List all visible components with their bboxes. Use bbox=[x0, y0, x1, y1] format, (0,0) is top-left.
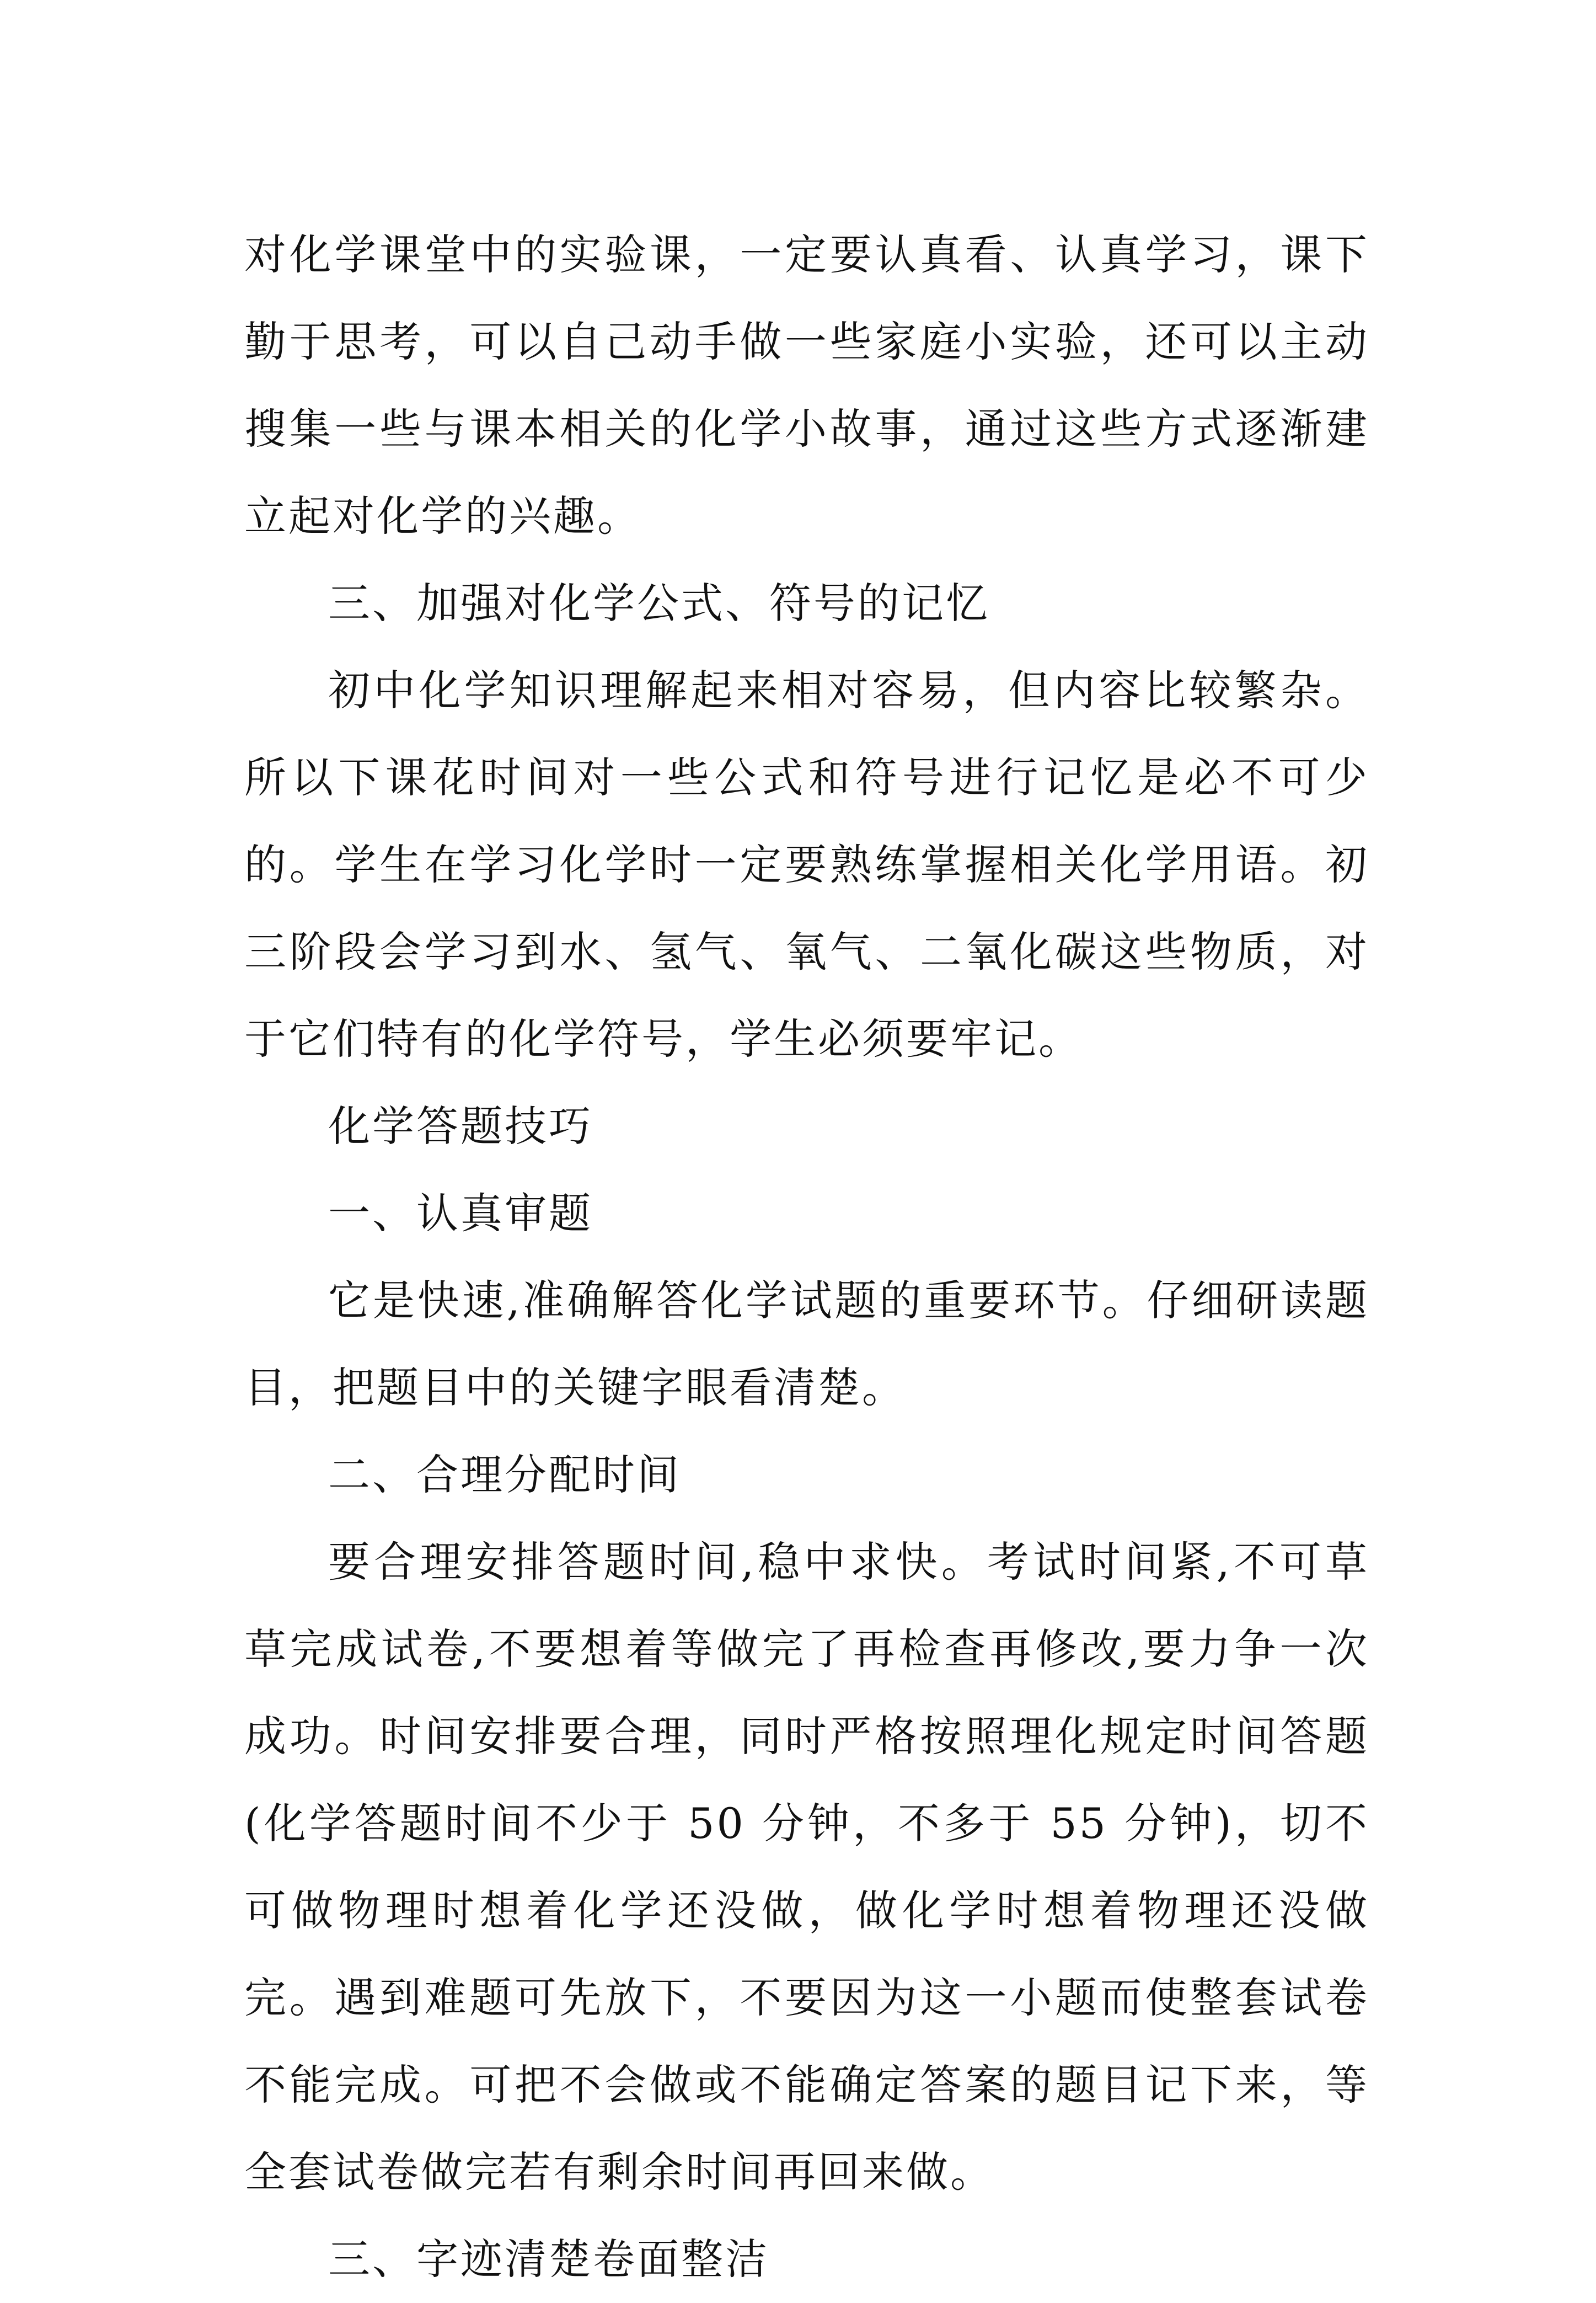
paragraph-read-carefully: 它是快速,准确解答化学试题的重要环节。仔细研读题目，把题目中的关键字眼看清楚。 bbox=[244, 1276, 1369, 1412]
paragraph-memorize-formulas: 初中化学知识理解起来相对容易，但内容比较繁杂。所以下课花时间对一些公式和符号进行记忆是必不可少的。学生在学习化学时一定要熟练掌握相关化学用语。初三阶段会学习到水、氢气、氧气、二氧化碳这些物质，对于它们特有的化学符号，学生必须要牢记。 bbox=[244, 666, 1369, 1064]
paragraph-interest: 对化学课堂中的实验课，一定要认真看、认真学习，课下勤于思考，可以自己动手做一些家庭小实验，还可以主动搜集一些与课本相关的化学小故事，通过这些方式逐渐建立起对化学的兴趣。 bbox=[244, 230, 1369, 541]
heading-time-allocation: 二、合理分配时间 bbox=[328, 1450, 681, 1499]
paragraph-time-allocation: 要合理安排答题时间,稳中求快。考试时间紧,不可草草完成试卷,不要想着等做完了再检查再修改,要力争一次成功。时间安排要合理，同时严格按照理化规定时间答题(化学答题时间不少于 50 分钟，不多于 55 分钟)，切不可做物理时想着化学还没做，做化学时想着物理还没做完。遇到难题可先放下，不要因为这一小题而使整套试卷不能完成。可把不会做或不能确定答案的题目记下来，等全套试卷做完若有剩余时间再回来做。 bbox=[244, 1537, 1369, 2197]
heading-memorize-formulas: 三、加强对化学公式、符号的记忆 bbox=[328, 579, 990, 628]
heading-answer-tips: 化学答题技巧 bbox=[328, 1102, 593, 1151]
document-body bbox=[244, 211, 1369, 2303]
heading-neat-handwriting: 三、字迹清楚卷面整洁 bbox=[328, 2235, 769, 2284]
heading-read-carefully: 一、认真审题 bbox=[328, 1189, 593, 1238]
